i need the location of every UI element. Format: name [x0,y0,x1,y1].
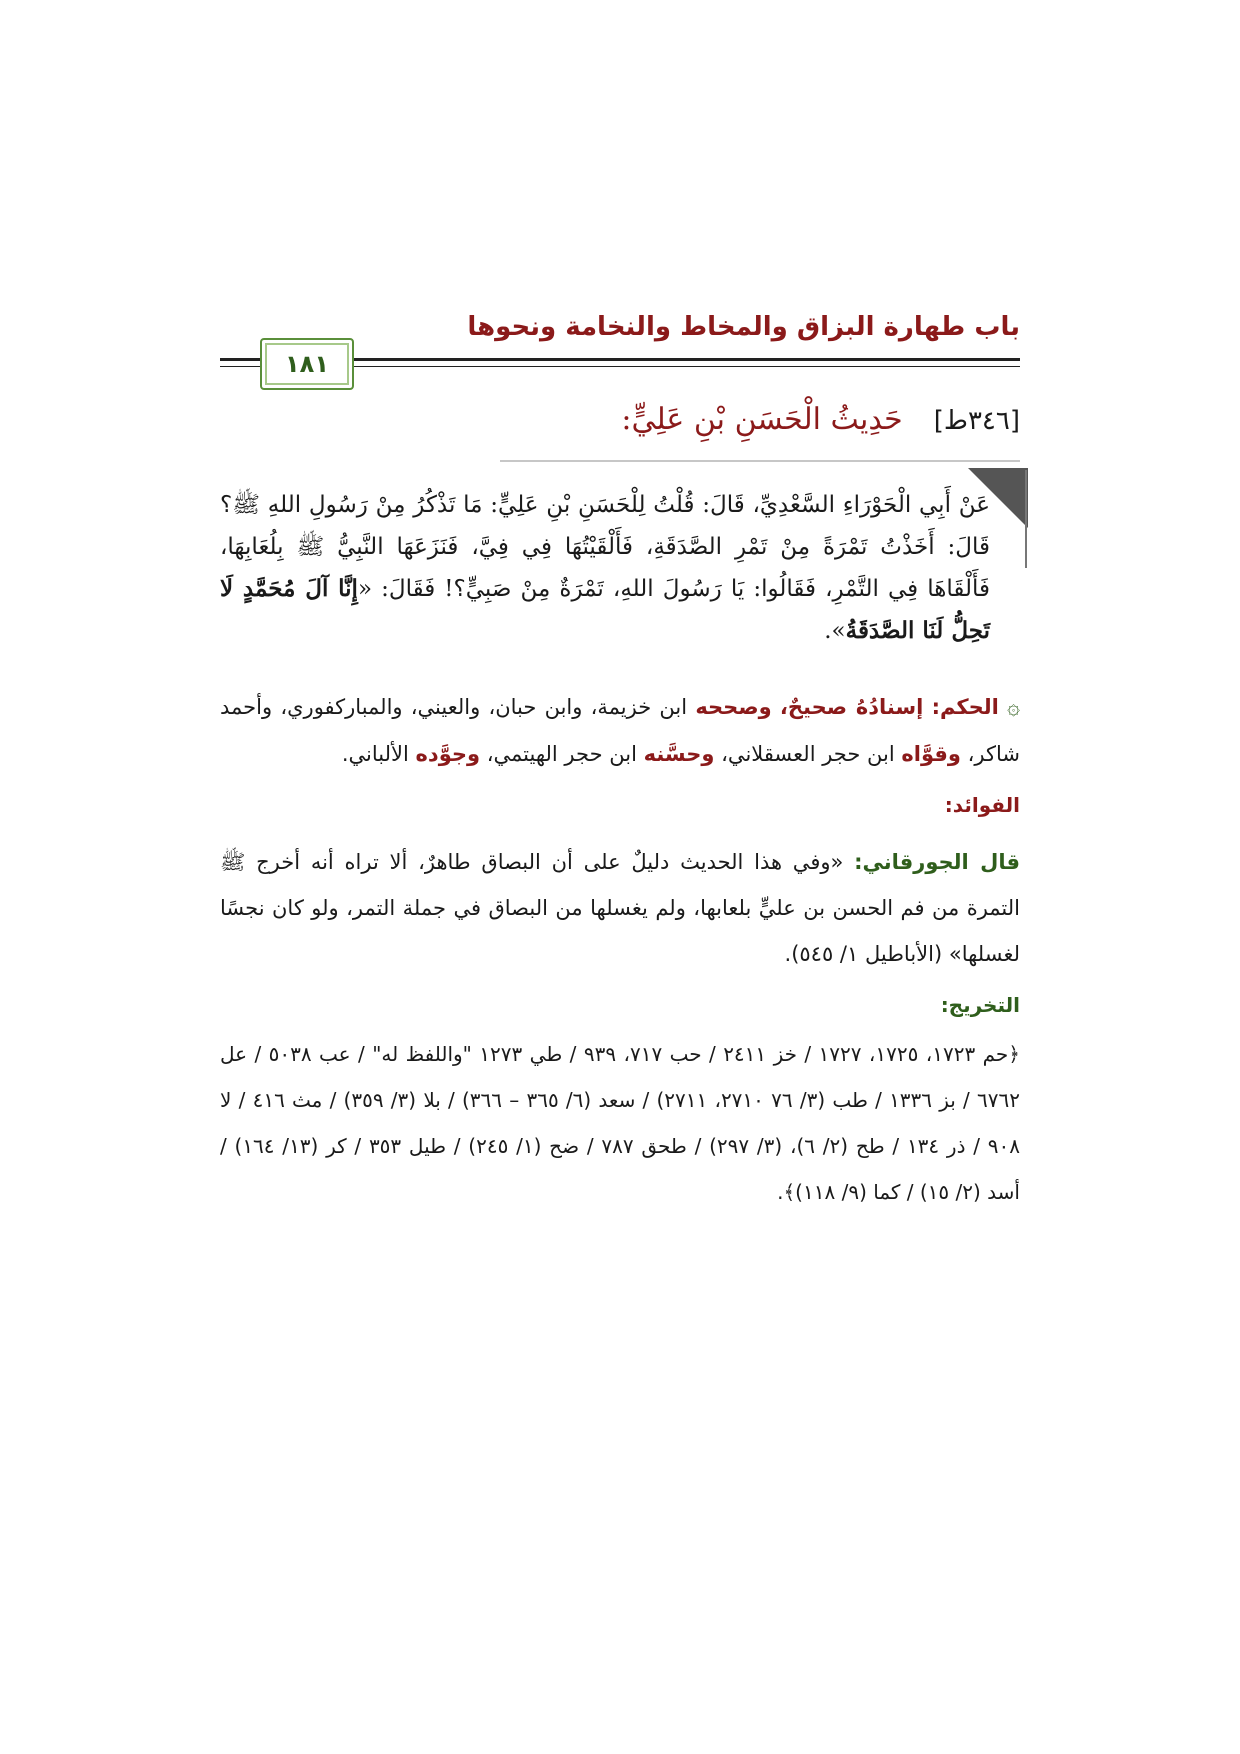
ruling-text-3: ابن حجر الهيتمي، [486,742,637,766]
fawaid-speaker: قال الجورقاني: [854,850,1020,874]
ruling-qawwahu: وقوَّاه [901,742,961,766]
page-number-badge [260,338,354,390]
ruling-hassanahu: وحسَّنه [643,742,715,766]
heading-underline [500,460,1020,462]
fawaid-paragraph [220,839,1020,977]
matn-prophetic-saying: إِنَّا آلَ مُحَمَّدٍ لَا تَحِلُّ لَنَا الصَّدَقَةُ [220,575,990,644]
fawaid-text: «وفي هذا الحديث دليلٌ على أن البصاق طاهرٌ، ألا تراه أنه أخرج ﷺ التمرة من فم الحسن بن عليٍّ بلعابها، ولم يغسلها من البصاق في جملة التمر، ولو كان نجسًا لغسلها» (الأباطيل ١/ ٥٤٥). [220,850,1020,966]
matn-closing: ». [824,618,846,644]
ruling-sahhahu: وصححه [695,695,772,719]
hadith-number: [٣٤٦ط] [933,406,1020,436]
takhrij-paragraph: ﴿حم ١٧٢٣، ١٧٢٥، ١٧٢٧ / خز ٢٤١١ / حب ٧١٧، ٩٣٩ / طي ١٢٧٣ "واللفظ له" / عب ٥٠٣٨ / عل ٦٧٦٢ / بز ١٣٣٦ / طب (٣/ ٧٦ ٢٧١٠، ٢٧١١) / سعد (٦/ ٣٦٥ – ٣٦٦) / بلا (٣/ ٣٥٩) / مث ٤١٦ / لا ٩٠٨ / ذر ١٣٤ / طح (٢/ ٦)، (٣/ ٢٩٧) / طحق ٧٨٧ / ضح (١/ ٢٤٥) / طيل ٣٥٣ / كر (١٣/ ١٦٤) / أسد (٢/ ١٥) / كما (٩/ ١١٨)﴾. [220,1042,1021,1204]
hadith-matn [220,484,990,652]
page-number: ١٨١ [285,350,329,378]
ruling-text-4: الألباني. [341,742,409,766]
fawaid-heading: الفوائد: [944,793,1020,817]
ruling-text-2: ابن حجر العسقلاني، [721,742,895,766]
ruling-label: الحكم: [931,695,999,719]
corner-ornament-icon [968,468,1028,568]
ruling-verdict: إسنادُهُ صحيحٌ، [779,695,924,719]
takhrij-heading: التخريج: [940,993,1020,1017]
running-header [220,310,1020,390]
book-page [220,310,1020,1215]
hadith-title: حَدِيثُ الْحَسَنِ بْنِ عَلِيٍّ: [621,402,903,437]
ruling-jawwadahu: وجوَّده [415,742,481,766]
matn-narration: عَنْ أَبِي الْحَوْرَاءِ السَّعْدِيِّ، قَالَ: قُلْتُ لِلْحَسَنِ بْنِ عَلِيٍّ: مَا تَذْكُرُ مِنْ رَسُولِ اللهِ ﷺ؟ قَالَ: أَخَذْتُ تَمْرَةً مِنْ تَمْرِ الصَّدَقَةِ، فَأَلْقَيْتُهَا فِي فِيَّ، فَنَزَعَهَا النَّبِيُّ ﷺ بِلُعَابِهَا، فَأَلْقَاهَا فِي التَّمْرِ، فَقَالُوا: يَا رَسُولَ اللهِ، تَمْرَةٌ مِنْ صَبِيٍّ؟! فَقَالَ: « [220,492,991,602]
ruling-paragraph [220,684,1020,777]
ruling-text-1: ابن خزيمة، وابن حبان، والعيني، والمباركفوري، وأحمد شاكر، [220,695,1020,766]
hadith-text-box [220,468,1020,662]
chapter-title: باب طهارة البزاق والمخاط والنخامة ونحوها [467,312,1020,342]
hadith-heading [220,402,1020,462]
flower-ornament-icon: ۞ [1007,695,1020,720]
